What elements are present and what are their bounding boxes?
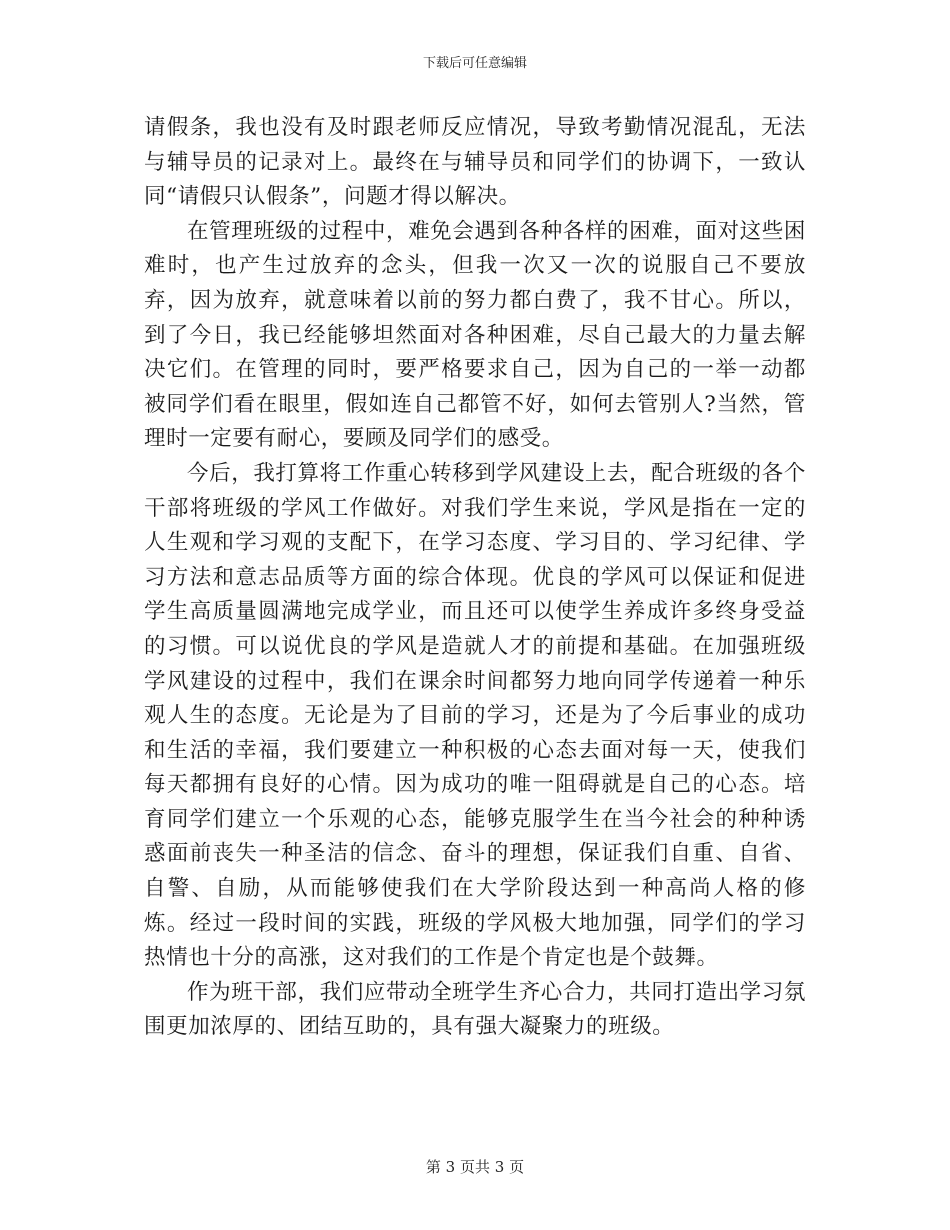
paragraph-class-management: 在管理班级的过程中，难免会遇到各种各样的困难，面对这些困难时，也产生过放弃的念头，但我一次又一次的说服自己不要放弃，因为放弃，就意味着以前的努力都白费了，我不甘心。所以，到了今日，我已经能够坦然面对各种困难，尽自己最大的力量去解决它们。在管理的同时，要严格要求自己，因为自己的一举一动都被同学们看在眼里，假如连自己都管不好，如何去管别人?当然，管理时一定要有耐心，要顾及同学们的感受。	[144, 218, 806, 452]
paragraph-continued: 请假条，我也没有及时跟老师反应情况，导致考勤情况混乱，无法与辅导员的记录对上。最终在与辅导员和同学们的协调下，一致认同“请假只认假条”，问题才得以解决。	[144, 115, 806, 210]
paragraph-conclusion: 作为班干部，我们应带动全班学生齐心合力，共同打造出学习氛围更加浓厚的、团结互助的，具有强大凝聚力的班级。	[144, 979, 806, 1040]
document-body	[144, 111, 806, 1045]
page-header: 下载后可任意编辑	[422, 56, 527, 71]
paragraph-study-style: 今后，我打算将工作重心转移到学风建设上去，配合班级的各个干部将班级的学风工作做好。对我们学生来说，学风是指在一定的人生观和学习观的支配下，在学习态度、学习目的、学习纪律、学习方法和意志品质等方面的综合体现。优良的学风可以保证和促进学生高质量圆满地完成学业，而且还可以使学生养成许多终身受益的习惯。可以说优良的学风是造就人才的前提和基础。在加强班级学风建设的过程中，我们在课余时间都努力地向同学传递着一种乐观人生的态度。无论是为了目前的学习，还是为了今后事业的成功和生活的幸福，我们要建立一种积极的心态去面对每一天，使我们每天都拥有良好的心情。因为成功的唯一阻碍就是自己的心态。培育同学们建立一个乐观的心态，能够克服学生在当今社会的种种诱惑面前丧失一种圣洁的信念、奋斗的理想，保证我们自重、自省、自警、自励，从而能够使我们在大学阶段达到一种高尚人格的修炼。经过一段时间的实践，班级的学风极大地加强，同学们的学习热情也十分的高涨，这对我们的工作是个肯定也是个鼓舞。	[144, 460, 806, 971]
page-number: 第 3 页共 3 页	[425, 1158, 525, 1176]
